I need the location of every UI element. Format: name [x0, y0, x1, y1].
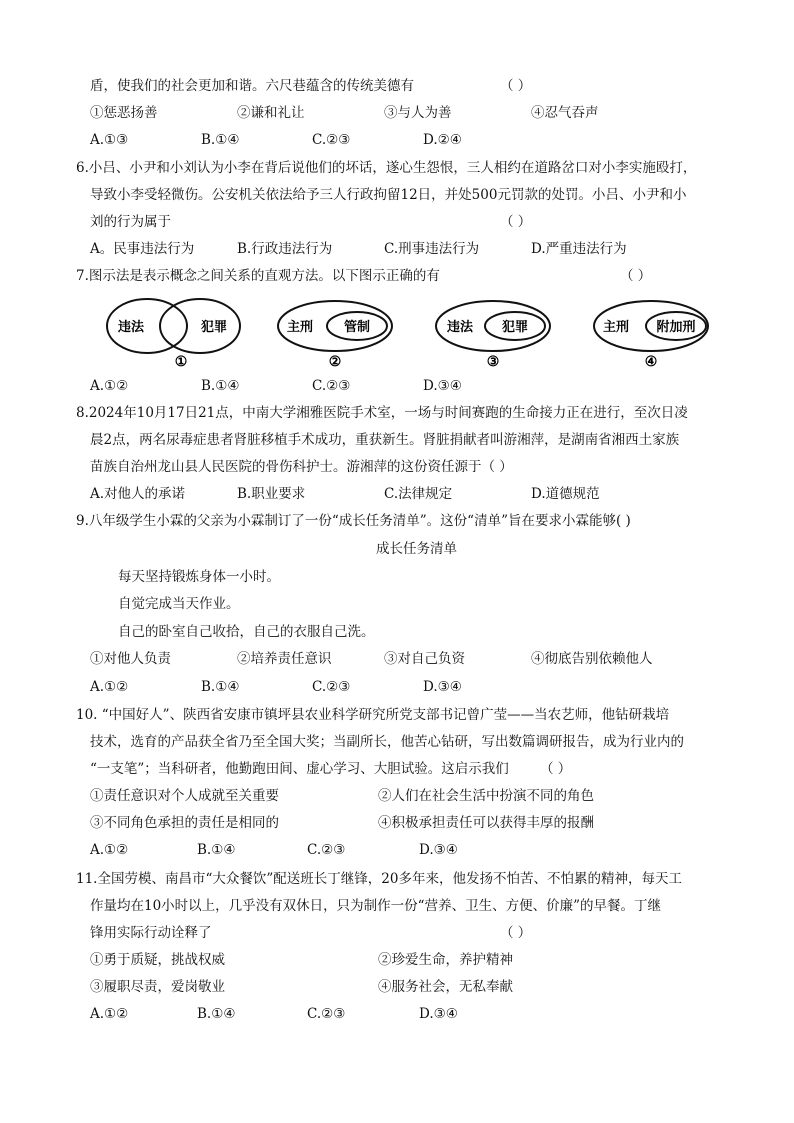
q10-item-1: ①责任意识对个人成就至关重要 [90, 788, 279, 804]
q5-choice-b: B.①④ [201, 132, 240, 148]
q11-choice-a: A.①② [90, 1006, 129, 1022]
q5-choice-a: A.①③ [90, 132, 129, 148]
diagram-2-inner-label: 管制 [343, 320, 371, 335]
q6-choice-a: A。民事违法行为 [90, 241, 195, 257]
q10-choice-d: D.③④ [419, 842, 458, 858]
q6-line-1: 6.小吕、小尹和小刘认为小李在背后说他们的坏话，遂心生怨恨，三人相约在道路岔口对小李实施殴打， [76, 160, 697, 176]
q9-choice-d: D.③④ [423, 679, 462, 695]
q7-diagram-2 [278, 301, 392, 370]
q10-item-4: ④积极承担责任可以获得丰厚的报酬 [378, 815, 594, 831]
q11-line-2: 作量均在10小时以上，几乎没有双休日，只为制作一份“营养、卫生、方便、价廉”的早餐。丁继 [90, 898, 661, 914]
q11-choice-b: B.①④ [197, 1006, 236, 1022]
q9-list-item-3: 自己的卧室自己收拾，自己的衣服自己洗。 [118, 624, 375, 640]
q6-choice-b: B.行政违法行为 [237, 241, 333, 257]
q8-line-1: 8.2024年10月17日21点，中南大学湘雅医院手术室，一场与时间赛跑的生命接力正在进行，至次日凌 [76, 405, 688, 421]
q11-line-1: 11.全国劳模、南昌市“大众餐饮”配送班长丁继锋，20多年来，他发扬不怕苦、不怕累的精神，每天工 [76, 871, 682, 887]
q8-choice-b: B.职业要求 [237, 486, 306, 502]
q9-item-1: ①对他人负责 [90, 651, 171, 667]
q7-choice-a: A.①② [90, 378, 129, 394]
q7-choice-b: B.①④ [201, 378, 240, 394]
q10-choice-a: A.①② [90, 842, 129, 858]
q11-choice-d: D.③④ [419, 1006, 458, 1022]
q7-choice-d: D.③④ [423, 378, 462, 394]
diagram-3-number: ③ [486, 354, 500, 370]
q5-item-2: ②谦和礼让 [237, 105, 305, 121]
diagram-3-inner-label: 犯罪 [501, 320, 529, 335]
q9-choice-a: A.①② [90, 679, 129, 695]
q8-choice-d: D.道德规范 [531, 486, 600, 502]
q5-choice-c: C.②③ [312, 132, 351, 148]
q10-paren: （ ） [540, 761, 572, 777]
q6-line-2: 导致小李受轻微伤。公安机关依法给予三人行政拘留12日，并处500元罚款的处罚。小吕、小尹和小 [90, 187, 687, 203]
diagram-4-inner-label: 附加刑 [656, 320, 696, 335]
q11-paren: （ ） [500, 925, 532, 941]
q9-list-item-1: 每天坚持锻炼身体一小时。 [118, 569, 280, 585]
q11-item-4: ④服务社会，无私奉献 [378, 979, 513, 995]
diagram-1-number: ① [174, 354, 188, 370]
q9-item-4: ④彻底告别依赖他人 [531, 651, 653, 667]
diagram-4-number: ④ [644, 354, 658, 370]
q9-choice-b: B.①④ [201, 679, 240, 695]
q7-stem: 7.图示法是表示概念之间关系的直观方法。以下图示正确的有 [76, 268, 440, 284]
q8-choice-a: A.对他人的承诺 [90, 486, 186, 502]
q7-diagram-1 [107, 299, 240, 370]
q9-item-3: ③对自己负资 [384, 651, 465, 667]
q10-line-2: 技术，选育的产品获全省乃至全国大奖；当副所长，他苦心钻研，写出数篇调研报告，成为行业内的 [90, 734, 684, 750]
diagram-1-inner-label: 犯罪 [200, 320, 228, 335]
q7-diagram-3 [436, 301, 550, 370]
q10-item-2: ②人们在社会生活中扮演不同的角色 [378, 788, 594, 804]
diagram-1-outer-label: 违法 [117, 320, 145, 335]
q11-item-3: ③履职尽责，爱岗敬业 [90, 979, 225, 995]
q10-item-3: ③不同角色承担的责任是相同的 [90, 815, 279, 831]
q5-item-4: ④忍气吞声 [531, 105, 599, 121]
q11-line-3: 锋用实际行动诠释了 [90, 925, 212, 941]
q9-list-title: 成长任务清单 [376, 541, 457, 557]
q11-choice-c: C.②③ [307, 1006, 346, 1022]
q10-choice-c: C.②③ [307, 842, 346, 858]
diagram-2-number: ② [328, 354, 342, 370]
q5-choice-d: D.②④ [423, 132, 462, 148]
q9-stem: 9.八年级学生小霖的父亲为小霖制订了一份“成长任务清单”。这份“清单”旨在要求小霖能够( ) [76, 513, 631, 529]
q9-list-item-2: 自觉完成当天作业。 [118, 596, 240, 612]
diagram-3-outer-label: 违法 [446, 320, 474, 335]
q9-choice-c: C.②③ [312, 679, 351, 695]
q5-paren: （ ） [500, 78, 532, 94]
q7-diagrams [0, 296, 794, 376]
q5-item-1: ①惩恶扬善 [90, 105, 158, 121]
q6-paren: （ ） [500, 214, 532, 230]
q6-line-3: 刘的行为属于 [90, 214, 171, 230]
q6-choice-c: C.刑事违法行为 [384, 241, 480, 257]
q10-line-3: “一支笔”；当科研者，他勤跑田间、虚心学习、大胆试验。这启示我们 [90, 761, 509, 777]
q8-line-2: 晨2点，两名尿毒症患者肾脏移植手术成功，重获新生。肾脏捐献者叫游湘萍，是湖南省湘西土家族 [90, 432, 680, 448]
q10-choice-b: B.①④ [197, 842, 236, 858]
q8-line-3: 苗族自治州龙山县人民医院的骨伤科护士。游湘萍的这份资任源于（ ） [90, 459, 513, 475]
q7-paren: （ ） [620, 268, 652, 284]
q11-item-1: ①勇于质疑，挑战权威 [90, 952, 225, 968]
q7-diagram-4 [594, 301, 708, 370]
q11-item-2: ②珍爱生命，养护精神 [378, 952, 513, 968]
diagram-2-outer-label: 主刑 [286, 320, 314, 335]
q8-choice-c: C.法律规定 [384, 486, 453, 502]
q5-item-3: ③与人为善 [384, 105, 452, 121]
q6-choice-d: D.严重违法行为 [531, 241, 627, 257]
q9-item-2: ②培养责任意识 [237, 651, 332, 667]
q10-line-1: 10. “中国好人”、陕西省安康市镇坪县农业科学研究所党支部书记曾广莹——当农艺师，他钻研栽培 [76, 707, 670, 723]
q7-choice-c: C.②③ [312, 378, 351, 394]
q5-stem: 盾，使我们的社会更加和谐。六尺巷蕴含的传统美德有 [90, 78, 414, 94]
diagram-4-outer-label: 主刑 [602, 320, 630, 335]
